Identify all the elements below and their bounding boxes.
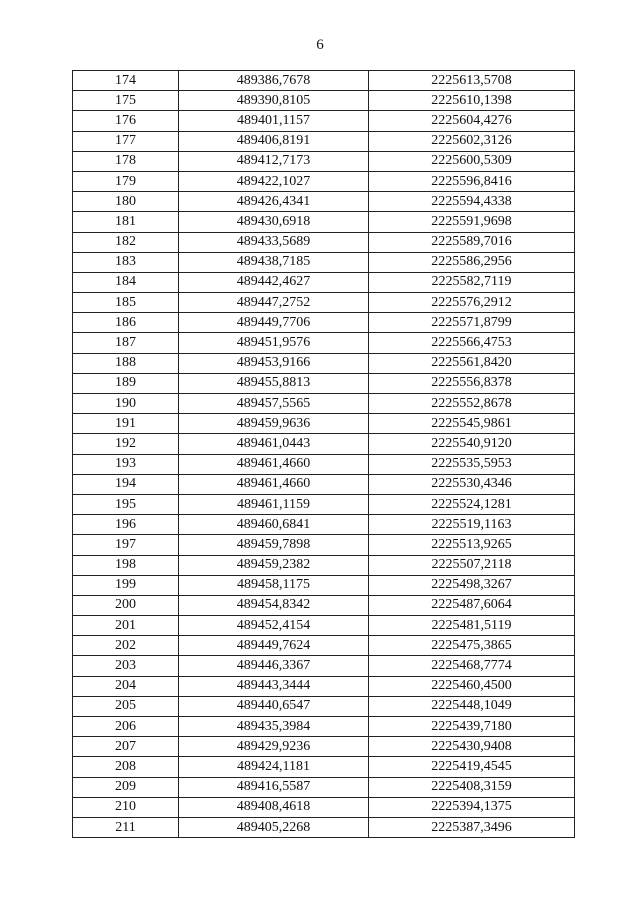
y-coordinate-cell: 2225589,7016 — [369, 232, 575, 252]
x-coordinate-cell: 489460,6841 — [179, 515, 369, 535]
y-coordinate-cell: 2225561,8420 — [369, 353, 575, 373]
y-coordinate-cell: 2225387,3496 — [369, 817, 575, 837]
y-coordinate-cell: 2225556,8378 — [369, 373, 575, 393]
point-number-cell: 175 — [73, 91, 179, 111]
y-coordinate-cell: 2225535,5953 — [369, 454, 575, 474]
x-coordinate-cell: 489386,7678 — [179, 71, 369, 91]
x-coordinate-cell: 489449,7706 — [179, 313, 369, 333]
point-number-cell: 208 — [73, 757, 179, 777]
point-number-cell: 202 — [73, 636, 179, 656]
table-row — [73, 171, 575, 191]
y-coordinate-cell: 2225519,1163 — [369, 515, 575, 535]
table-row — [73, 676, 575, 696]
table-row — [73, 575, 575, 595]
x-coordinate-cell: 489405,2268 — [179, 817, 369, 837]
y-coordinate-cell: 2225596,8416 — [369, 171, 575, 191]
x-coordinate-cell: 489459,7898 — [179, 535, 369, 555]
y-coordinate-cell: 2225475,3865 — [369, 636, 575, 656]
point-number-cell: 199 — [73, 575, 179, 595]
point-number-cell: 211 — [73, 817, 179, 837]
x-coordinate-cell: 489408,4618 — [179, 797, 369, 817]
point-number-cell: 182 — [73, 232, 179, 252]
point-number-cell: 177 — [73, 131, 179, 151]
table-row — [73, 232, 575, 252]
point-number-cell: 185 — [73, 293, 179, 313]
point-number-cell: 191 — [73, 414, 179, 434]
table-row — [73, 414, 575, 434]
y-coordinate-cell: 2225540,9120 — [369, 434, 575, 454]
x-coordinate-cell: 489443,3444 — [179, 676, 369, 696]
table-row — [73, 91, 575, 111]
y-coordinate-cell: 2225586,2956 — [369, 252, 575, 272]
point-number-cell: 190 — [73, 394, 179, 414]
x-coordinate-cell: 489447,2752 — [179, 293, 369, 313]
x-coordinate-cell: 489461,1159 — [179, 494, 369, 514]
point-number-cell: 180 — [73, 192, 179, 212]
table-row — [73, 151, 575, 171]
point-number-cell: 203 — [73, 656, 179, 676]
point-number-cell: 184 — [73, 272, 179, 292]
y-coordinate-cell: 2225394,1375 — [369, 797, 575, 817]
table-row — [73, 313, 575, 333]
x-coordinate-cell: 489457,5565 — [179, 394, 369, 414]
point-number-cell: 209 — [73, 777, 179, 797]
x-coordinate-cell: 489401,1157 — [179, 111, 369, 131]
x-coordinate-cell: 489452,4154 — [179, 616, 369, 636]
point-number-cell: 174 — [73, 71, 179, 91]
point-number-cell: 204 — [73, 676, 179, 696]
table-row — [73, 333, 575, 353]
point-number-cell: 200 — [73, 595, 179, 615]
table-row — [73, 555, 575, 575]
x-coordinate-cell: 489430,6918 — [179, 212, 369, 232]
y-coordinate-cell: 2225594,4338 — [369, 192, 575, 212]
point-number-cell: 186 — [73, 313, 179, 333]
table-row — [73, 656, 575, 676]
point-number-cell: 198 — [73, 555, 179, 575]
point-number-cell: 206 — [73, 717, 179, 737]
y-coordinate-cell: 2225545,9861 — [369, 414, 575, 434]
table-row — [73, 252, 575, 272]
y-coordinate-cell: 2225481,5119 — [369, 616, 575, 636]
y-coordinate-cell: 2225552,8678 — [369, 394, 575, 414]
y-coordinate-cell: 2225602,3126 — [369, 131, 575, 151]
y-coordinate-cell: 2225613,5708 — [369, 71, 575, 91]
x-coordinate-cell: 489451,9576 — [179, 333, 369, 353]
x-coordinate-cell: 489435,3984 — [179, 717, 369, 737]
point-number-cell: 189 — [73, 373, 179, 393]
point-number-cell: 210 — [73, 797, 179, 817]
table-row — [73, 757, 575, 777]
point-number-cell: 176 — [73, 111, 179, 131]
point-number-cell: 196 — [73, 515, 179, 535]
y-coordinate-cell: 2225439,7180 — [369, 717, 575, 737]
table-row — [73, 595, 575, 615]
table-row — [73, 293, 575, 313]
y-coordinate-cell: 2225576,2912 — [369, 293, 575, 313]
x-coordinate-cell: 489461,0443 — [179, 434, 369, 454]
point-number-cell: 192 — [73, 434, 179, 454]
x-coordinate-cell: 489461,4660 — [179, 474, 369, 494]
y-coordinate-cell: 2225419,4545 — [369, 757, 575, 777]
point-number-cell: 194 — [73, 474, 179, 494]
point-number-cell: 201 — [73, 616, 179, 636]
point-number-cell: 178 — [73, 151, 179, 171]
y-coordinate-cell: 2225408,3159 — [369, 777, 575, 797]
coordinates-table — [72, 70, 575, 838]
point-number-cell: 207 — [73, 737, 179, 757]
table-row — [73, 71, 575, 91]
table-row — [73, 373, 575, 393]
x-coordinate-cell: 489455,8813 — [179, 373, 369, 393]
table-row — [73, 535, 575, 555]
table-row — [73, 696, 575, 716]
point-number-cell: 197 — [73, 535, 179, 555]
x-coordinate-cell: 489412,7173 — [179, 151, 369, 171]
table-row — [73, 515, 575, 535]
table-row — [73, 394, 575, 414]
point-number-cell: 195 — [73, 494, 179, 514]
table-row — [73, 636, 575, 656]
x-coordinate-cell: 489442,4627 — [179, 272, 369, 292]
y-coordinate-cell: 2225513,9265 — [369, 535, 575, 555]
x-coordinate-cell: 489390,8105 — [179, 91, 369, 111]
y-coordinate-cell: 2225604,4276 — [369, 111, 575, 131]
y-coordinate-cell: 2225610,1398 — [369, 91, 575, 111]
page-number: 6 — [316, 37, 324, 53]
x-coordinate-cell: 489454,8342 — [179, 595, 369, 615]
y-coordinate-cell: 2225566,4753 — [369, 333, 575, 353]
table-row — [73, 192, 575, 212]
table-row — [73, 131, 575, 151]
y-coordinate-cell: 2225507,2118 — [369, 555, 575, 575]
point-number-cell: 181 — [73, 212, 179, 232]
y-coordinate-cell: 2225530,4346 — [369, 474, 575, 494]
x-coordinate-cell: 489424,1181 — [179, 757, 369, 777]
x-coordinate-cell: 489446,3367 — [179, 656, 369, 676]
table-row — [73, 717, 575, 737]
x-coordinate-cell: 489440,6547 — [179, 696, 369, 716]
point-number-cell: 188 — [73, 353, 179, 373]
y-coordinate-cell: 2225582,7119 — [369, 272, 575, 292]
table-row — [73, 474, 575, 494]
point-number-cell: 183 — [73, 252, 179, 272]
y-coordinate-cell: 2225448,1049 — [369, 696, 575, 716]
y-coordinate-cell: 2225487,6064 — [369, 595, 575, 615]
y-coordinate-cell: 2225468,7774 — [369, 656, 575, 676]
table-row — [73, 212, 575, 232]
x-coordinate-cell: 489458,1175 — [179, 575, 369, 595]
table-row — [73, 272, 575, 292]
table-row — [73, 777, 575, 797]
x-coordinate-cell: 489453,9166 — [179, 353, 369, 373]
table-row — [73, 616, 575, 636]
x-coordinate-cell: 489406,8191 — [179, 131, 369, 151]
y-coordinate-cell: 2225498,3267 — [369, 575, 575, 595]
y-coordinate-cell: 2225600,5309 — [369, 151, 575, 171]
point-number-cell: 179 — [73, 171, 179, 191]
x-coordinate-cell: 489459,9636 — [179, 414, 369, 434]
point-number-cell: 193 — [73, 454, 179, 474]
x-coordinate-cell: 489422,1027 — [179, 171, 369, 191]
y-coordinate-cell: 2225430,9408 — [369, 737, 575, 757]
table-row — [73, 434, 575, 454]
table-row — [73, 817, 575, 837]
table-row — [73, 737, 575, 757]
x-coordinate-cell: 489461,4660 — [179, 454, 369, 474]
x-coordinate-cell: 489449,7624 — [179, 636, 369, 656]
x-coordinate-cell: 489433,5689 — [179, 232, 369, 252]
y-coordinate-cell: 2225591,9698 — [369, 212, 575, 232]
y-coordinate-cell: 2225460,4500 — [369, 676, 575, 696]
table-row — [73, 353, 575, 373]
y-coordinate-cell: 2225571,8799 — [369, 313, 575, 333]
x-coordinate-cell: 489429,9236 — [179, 737, 369, 757]
x-coordinate-cell: 489426,4341 — [179, 192, 369, 212]
table-row — [73, 454, 575, 474]
point-number-cell: 205 — [73, 696, 179, 716]
y-coordinate-cell: 2225524,1281 — [369, 494, 575, 514]
table-row — [73, 111, 575, 131]
coordinates-table-body — [73, 71, 575, 838]
table-row — [73, 494, 575, 514]
table-row — [73, 797, 575, 817]
x-coordinate-cell: 489459,2382 — [179, 555, 369, 575]
point-number-cell: 187 — [73, 333, 179, 353]
x-coordinate-cell: 489438,7185 — [179, 252, 369, 272]
x-coordinate-cell: 489416,5587 — [179, 777, 369, 797]
